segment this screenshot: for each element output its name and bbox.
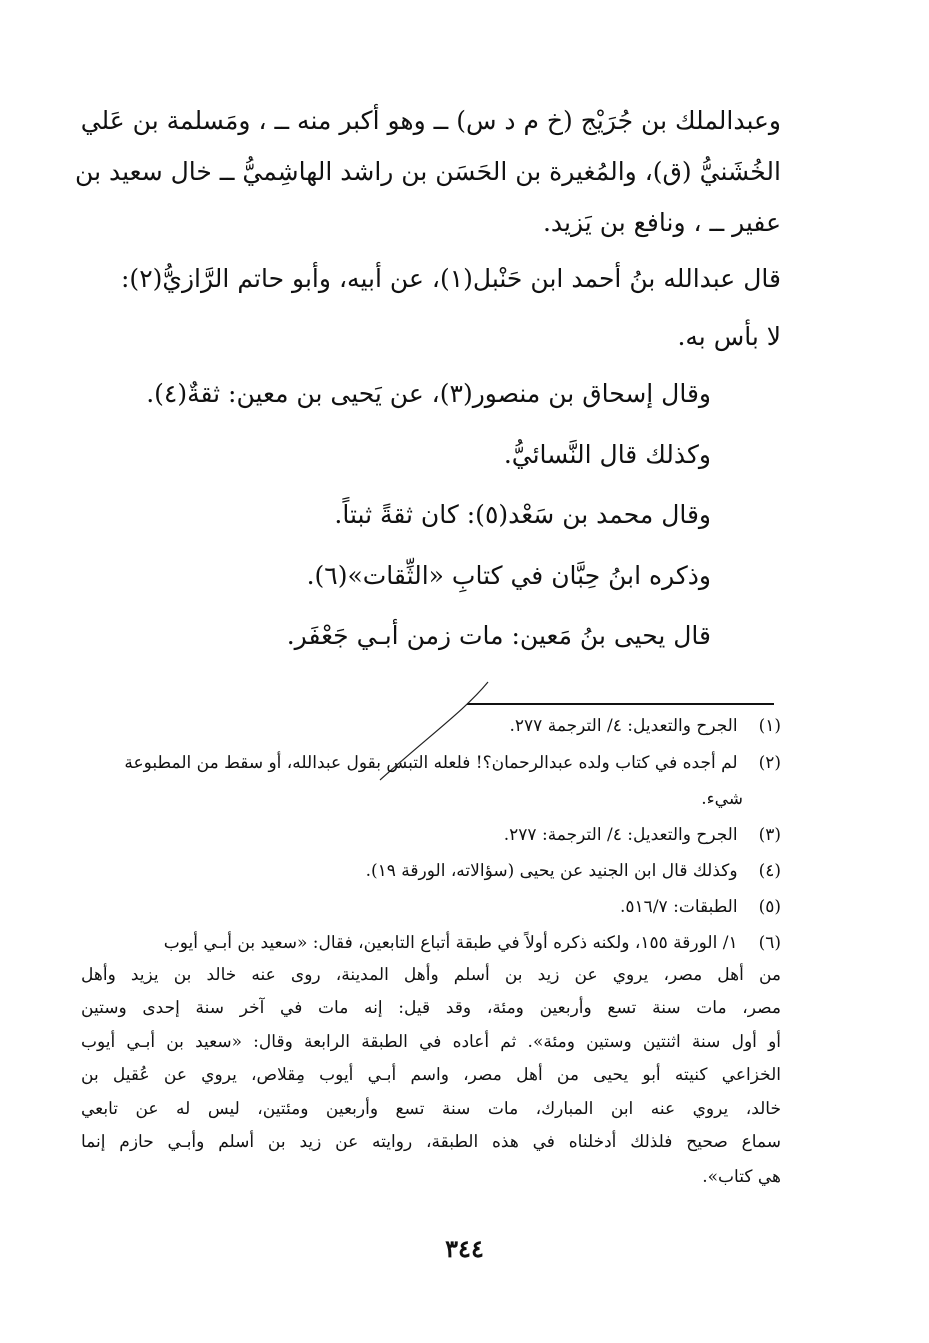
footnote-text: ١/ الورقة ١٥٥، ولكنه ذكره أولاً في طبقة أتباع التابعين، فقال: «سعيد بن أبـي أيوب: [163, 933, 738, 953]
main-text-line: وعبدالملك بن جُرَيْج (خ م د س) ــ وهو أكبر منه ــ ، ومَسلمة بن عَلي: [80, 106, 781, 135]
footnote-6-continuation: الخزاعي كنيته أبو يحيى من أهل مصر، واسم أبـي أيوب مِقلاص، يروي عن عُقيل بن: [81, 1065, 781, 1085]
footnote-4: [81, 856, 781, 887]
footnote-text: الجرح والتعديل: ٤/ الترجمة ٢٧٧.: [509, 716, 738, 736]
footnote-5: [81, 892, 781, 923]
main-text-line: قال عبدالله بنُ أحمد ابن حَنْبل(١)، عن أبيه، وأبو حاتم الرَّازيُّ(٢):: [121, 264, 781, 293]
main-text-line: وكذلك قال النَّسائيُّ.: [503, 440, 711, 469]
main-text-line: وذكره ابنُ حِبَّان في كتابِ «الثِّقات»(٦).: [306, 561, 711, 590]
footnote-6-continuation: مصر، مات سنة تسع وأربعين ومئة، وقد قيل: إنه مات في آخر سنة إحدى وستين: [81, 998, 781, 1018]
footnote-text: الجرح والتعديل: ٤/ الترجمة: ٢٧٧.: [503, 825, 738, 845]
footnote-number: (٥): [758, 897, 781, 917]
footnote-text: الطبقات: ٥١٦/٧.: [620, 897, 738, 917]
footnote-separator: [467, 703, 774, 705]
footnote-number: (٤): [758, 861, 781, 881]
footnote-6-continuation: سماع صحيح فلذلك أدخلناه في هذه الطبقة، روايته عن زيد بن أسلم وأبـي حازم إنما: [81, 1132, 781, 1152]
main-text-line: وقال إسحاق بن منصور(٣)، عن يَحيى بن معين: ثقةٌ(٤).: [146, 379, 711, 408]
footnote-6-continuation: هي كتاب».: [702, 1167, 781, 1187]
footnote-6-continuation: من أهل مصر، يروي عن زيد بن أسلم وأهل المدينة، روى عنه خالد بن يزيد وأهل: [81, 965, 781, 985]
footnote-number: (١): [758, 716, 781, 736]
footnote-2-continuation: شيء.: [701, 789, 743, 809]
footnote-number: (٦): [758, 933, 781, 953]
footnote-6-continuation: خالد، يروي عنه ابن المبارك، مات سنة تسع وأربعين ومئتين، ليس له عن تابعي: [81, 1099, 781, 1119]
footnote-2: [81, 748, 781, 779]
footnote-number: (٣): [758, 825, 781, 845]
page-number: ٣٤٤: [445, 1234, 484, 1263]
footnote-text: وكذلك قال ابن الجنيد عن يحيى (سؤالاته، الورقة ١٩).: [365, 861, 738, 881]
footnote-6: [81, 928, 781, 959]
footnote-3: [81, 820, 781, 851]
main-text-line: الخُشَنيُّ (ق)، والمُغيرة بن الحَسَن بن راشد الهاشِميُّ ــ خال سعيد بن: [75, 157, 781, 186]
main-text-line: لا بأس به.: [677, 322, 781, 351]
main-text-line: قال يحيى بنُ مَعين: مات زمن أبـي جَعْفَر.: [286, 621, 711, 650]
footnote-number: (٢): [758, 753, 781, 773]
main-text-line: وقال محمد بن سَعْد(٥): كان ثقةً ثبتاً.: [334, 500, 711, 529]
footnote-6-continuation: أو أول سنة اثنتين وستين ومئة». ثم أعاده في الطبقة الرابعة وقال: «سعيد بن أبـي أيوب: [81, 1032, 781, 1052]
main-text-line: عفير ــ ، ونافع بن يَزيد.: [542, 208, 781, 237]
footnote-1: [81, 711, 781, 742]
footnote-text: لم أجده في كتاب ولده عبدالرحمان؟! فلعله التبس بقول عبدالله، أو سقط من المطبوعة: [124, 753, 738, 773]
